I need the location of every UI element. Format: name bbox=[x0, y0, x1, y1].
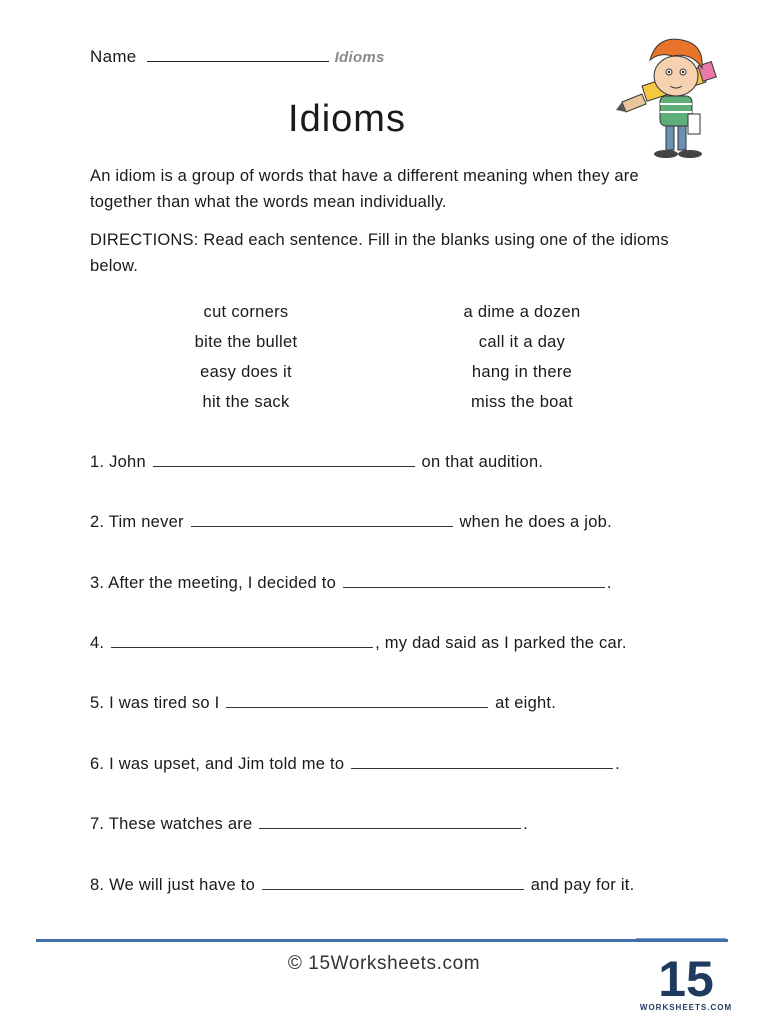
word-bank-left-column bbox=[126, 297, 366, 417]
word-bank-item: hit the sack bbox=[202, 393, 290, 411]
question-text-before: 1. John bbox=[90, 453, 151, 471]
question-3 bbox=[90, 573, 612, 593]
question-8 bbox=[90, 875, 634, 895]
word-bank-right-column bbox=[402, 297, 642, 417]
word-bank-item: hang in there bbox=[471, 363, 573, 381]
answer-blank[interactable] bbox=[226, 693, 488, 708]
directions-paragraph: DIRECTIONS: Read each sentence. Fill in the blanks using one of the idioms below. bbox=[90, 231, 669, 275]
name-label: Name bbox=[90, 47, 137, 66]
word-bank-item: a dime a dozen bbox=[463, 303, 581, 321]
question-2 bbox=[90, 512, 612, 532]
footer-divider-accent bbox=[636, 938, 726, 939]
question-text-after: , my dad said as I parked the car. bbox=[375, 634, 627, 652]
answer-blank[interactable] bbox=[351, 754, 613, 769]
answer-blank[interactable] bbox=[111, 633, 373, 648]
question-text-after: when he does a job. bbox=[454, 513, 612, 531]
page-title: Idioms bbox=[288, 98, 406, 140]
question-text-before: 5. I was tired so I bbox=[90, 694, 225, 712]
word-bank-item: call it a day bbox=[478, 333, 566, 351]
question-text-before: 8. We will just have to bbox=[90, 876, 260, 894]
question-text-after: on that audition. bbox=[416, 453, 544, 471]
question-text-after: at eight. bbox=[490, 694, 557, 712]
answer-blank[interactable] bbox=[343, 573, 605, 588]
answer-blank[interactable] bbox=[259, 814, 521, 829]
word-bank-item: miss the boat bbox=[470, 393, 574, 411]
footer-divider bbox=[36, 939, 728, 942]
question-text-before: 2. Tim never bbox=[90, 513, 189, 531]
question-text-before: 4. bbox=[90, 634, 110, 652]
question-1 bbox=[90, 452, 543, 472]
name-row bbox=[90, 47, 385, 67]
question-text-before: 6. I was upset, and Jim told me to bbox=[90, 755, 350, 773]
question-text-after: . bbox=[615, 755, 620, 773]
answer-blank[interactable] bbox=[262, 875, 524, 890]
logo-number: 15 bbox=[658, 951, 714, 1007]
question-text-after: and pay for it. bbox=[525, 876, 635, 894]
worksheets-logo bbox=[639, 946, 733, 1016]
word-bank-item: cut corners bbox=[203, 303, 289, 321]
question-7 bbox=[90, 814, 528, 834]
intro-paragraph: An idiom is a group of words that have a different meaning when they are together than what the words mean individually. bbox=[90, 167, 639, 211]
copyright-text: © 15Worksheets.com bbox=[287, 953, 481, 974]
name-blank[interactable] bbox=[147, 49, 329, 62]
question-text-before: 3. After the meeting, I decided to bbox=[90, 574, 341, 592]
answer-blank[interactable] bbox=[153, 452, 415, 467]
question-text-before: 7. These watches are bbox=[90, 815, 258, 833]
logo-text: WORKSHEETS.COM bbox=[639, 1003, 733, 1012]
question-6 bbox=[90, 754, 620, 774]
answer-blank[interactable] bbox=[191, 512, 453, 527]
question-text-after: . bbox=[523, 815, 529, 833]
word-bank-item: easy does it bbox=[200, 363, 292, 381]
question-4 bbox=[90, 633, 627, 653]
worksheet-tag: Idioms bbox=[334, 49, 385, 66]
word-bank-item: bite the bullet bbox=[194, 333, 298, 351]
question-5 bbox=[90, 693, 556, 713]
question-text-after: . bbox=[606, 574, 612, 592]
